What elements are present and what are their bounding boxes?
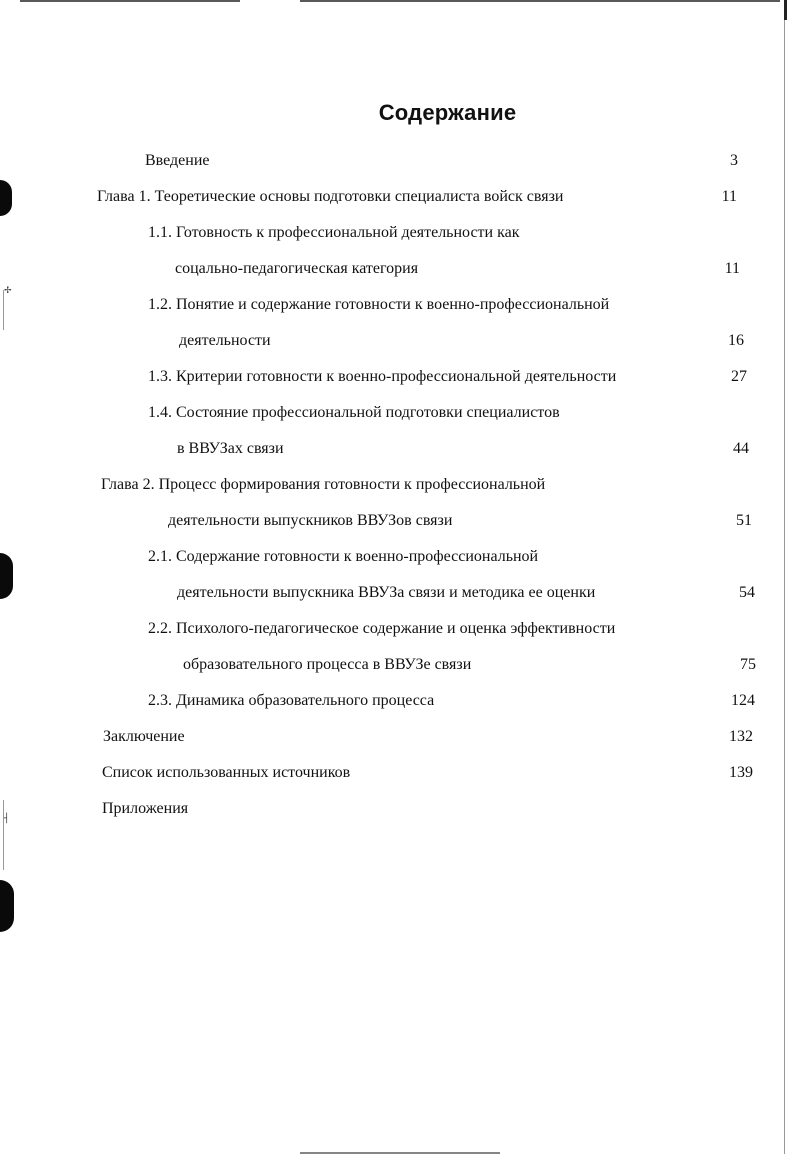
page-title: Содержание bbox=[378, 100, 517, 125]
scan-border-right bbox=[784, 0, 785, 1154]
binder-hole bbox=[0, 880, 14, 932]
toc-page-number: 44 bbox=[733, 440, 749, 457]
toc-page-number: 16 bbox=[728, 332, 744, 349]
scan-border-gap bbox=[240, 0, 300, 3]
toc-page-number: 3 bbox=[730, 152, 738, 169]
toc-entry-section-2-3: 2.3. Динамика образовательного процесса bbox=[148, 692, 435, 709]
toc-page-number: 132 bbox=[729, 728, 753, 745]
scan-speck: ┤ bbox=[4, 814, 10, 824]
scan-mark-right bbox=[784, 0, 787, 20]
scan-speck: ✢ bbox=[4, 286, 12, 296]
toc-page-number: 11 bbox=[724, 260, 740, 277]
toc-entry-section-1-1-continued: соцально-педагогическая категория bbox=[175, 260, 419, 277]
toc-page-number: 75 bbox=[740, 656, 756, 673]
toc-page-number: 27 bbox=[731, 368, 747, 385]
binder-hole bbox=[0, 553, 13, 599]
toc-entry-section-2-2: 2.2. Психолого-педагогическое содержание и оценка эффективности bbox=[148, 620, 616, 637]
toc-entry-chapter-2: Глава 2. Процесс формирования готовности к профессиональной bbox=[101, 476, 546, 493]
scan-edge-line bbox=[3, 290, 4, 330]
toc-page-number: 54 bbox=[739, 584, 755, 601]
toc-entry-section-2-2-continued: образовательного процесса в ВВУЗе связи bbox=[183, 656, 472, 673]
toc-entry-chapter-1: Глава 1. Теоретические основы подготовки специалиста войск связи bbox=[97, 188, 564, 205]
toc-entry-section-1-3: 1.3. Критерии готовности к военно-профессиональной деятельности bbox=[148, 368, 617, 385]
toc-entry-section-1-2: 1.2. Понятие и содержание готовности к военно-профессиональной bbox=[148, 296, 610, 313]
binder-hole bbox=[0, 180, 12, 216]
toc-entry-chapter-2-continued: деятельности выпускников ВВУЗов связи bbox=[168, 512, 453, 529]
toc-entry-section-1-4: 1.4. Состояние профессиональной подготовки специалистов bbox=[148, 404, 560, 421]
toc-entry-appendices: Приложения bbox=[102, 800, 189, 817]
toc-entry-section-1-2-continued: деятельности bbox=[179, 332, 271, 349]
scan-border-top bbox=[20, 0, 780, 2]
scan-edge-line bbox=[3, 800, 4, 870]
toc-entry-references: Список использованных источников bbox=[102, 764, 351, 781]
toc-page-number: 11 bbox=[721, 188, 737, 205]
toc-entry-section-1-4-continued: в ВВУЗах связи bbox=[177, 440, 284, 457]
toc-entry-introduction: Введение bbox=[145, 152, 210, 169]
toc-page-number: 51 bbox=[736, 512, 752, 529]
toc-page-number: 139 bbox=[729, 764, 753, 781]
toc-page-number: 124 bbox=[731, 692, 755, 709]
toc-entry-section-2-1: 2.1. Содержание готовности к военно-профессиональной bbox=[148, 548, 539, 565]
toc-entry-section-1-1: 1.1. Готовность к профессиональной деятельности как bbox=[148, 224, 520, 241]
toc-entry-section-2-1-continued: деятельности выпускника ВВУЗа связи и методика ее оценки bbox=[177, 584, 596, 601]
toc-entry-conclusion: Заключение bbox=[103, 728, 185, 745]
